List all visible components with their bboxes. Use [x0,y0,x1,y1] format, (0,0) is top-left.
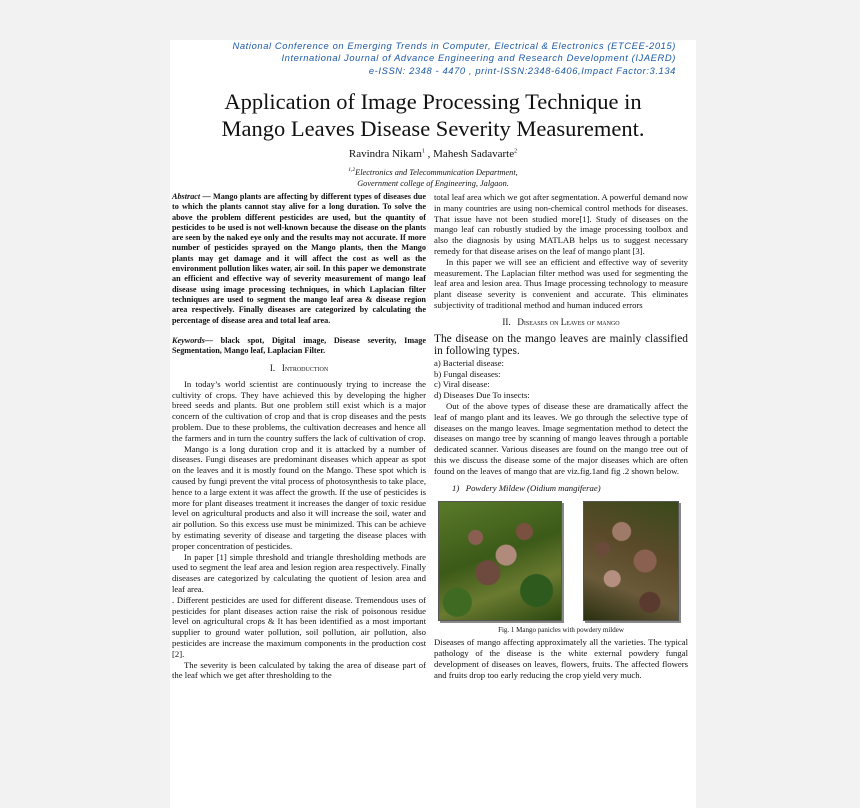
keywords [172,336,426,357]
section-2-title: Diseases on Leaves of mango [517,316,620,327]
subsection-title: Powdery Mildew (Oidium mangiferae) [465,482,601,493]
section-1-heading [172,363,426,374]
right-paragraph-2: In this paper we will see an efficient and effective way of severity measurement. The Laplacian filter method was used for segmenting the leaf area and lesion area. Thus Image processing technology to measure plant disease severity is convenient and accurate. This eliminates subjectivity of traditional method and human induced errors [434,256,688,310]
mango-panicle-photo-left [438,501,562,621]
header-line-issn: e-ISSN: 2348 - 4470 , print-ISSN:2348-6406,Impact Factor:3.134 [368,64,676,76]
right-paragraph-1: total leaf area which we got after segmentation. A powerful demand now in many countries are using non-chemical control methods for diseases. That issue have not been studied more[1]. Study of diseases on the mango leaf can robustly studied by the image processing toolbox and also the diagnosis by using MATLAB helps us to suggest necessary remedy for that disease arises on the leaf of mango plant [3]. [434,192,688,256]
title-line-2: Mango Leaves Disease Severity Measurement. [221,116,645,141]
affiliation-line-1: Electronics and Telecommunication Department, [355,167,518,177]
header-line-journal: International Journal of Advance Engineering and Research Development (IJAERD) [281,52,676,64]
section-1-title: Introduction [281,363,329,374]
affiliation-line-2: Government college of Engineering, Jalgaon. [357,178,509,188]
header-line-conference: National Conference on Emerging Trends in Computer, Electrical & Electronics (ETCEE-2015) [232,40,676,51]
list-item: d) Diseases Due To insects: [434,390,530,401]
list-item: c) Viral disease: [434,379,490,390]
list-item: a) Bacterial disease: [434,357,504,368]
author-2: Mahesh Sadavarte [433,148,515,160]
section-2-number: II. [502,316,511,327]
author-1: Ravindra Nikam [348,148,422,160]
left-column [172,192,426,681]
section-2-paragraph-2: Diseases of mango affecting approximately all the varieties. The typical pathology of the disease is the white external powdery fungal development of diseases on leaves, flowers, fruits. The affected flowers and fruits drop too early reducing the crop yield very much. [434,637,688,680]
intro-paragraph-4: . Different pesticides are used for different disease. Tremendous uses of pesticides for plant diseases action raise the risk of poisonous residue level on agricultural crops & It has been identified as a most important supplier to ground water pollution, soil pollution, air pollution, also pesticides are increase the maximum components in the production cost [2]. [172,594,426,659]
abstract-text: — Mango plants are affecting by different types of diseases due to which the plants cannot stay alive for a long duration. To solve the above the problem different pesticides are used, but the quantity of pesticides to be used is not well-known because the disease on the plants are seen by the naked eye only and the results may not accurate. If more number of pesticides sprayed on the Mango plants, then the Mango plants may get damage and it will affect the cost as well as the environment pollution likes water, air soil. In this paper we demonstrate an efficient and effective way of severity measurement of mango leaf disease using image processing techniques, in which Laplacian filter techniques are used to segment the mango leaf area & disease region area respectively. Finally diseases are categorized by calculating the percentage of disease area and total leaf area. [172,192,426,325]
abstract-label: Abstract [172,192,201,201]
intro-paragraph-3: In paper [1] simple threshold and triangle thresholding methods are used to segment the leaf area and lesion region area respectively. Finally diseases are categorized by calculating the quotient of lesion area and leaf area. [172,551,426,594]
title-line-1: Application of Image Processing Technique in [224,89,642,114]
author-1-sup: 1 [421,148,425,155]
keywords-label: Keywords [172,335,205,345]
disease-type-list [434,358,688,401]
affiliation-sup: 1,2 [348,167,356,173]
author-separator: , [424,148,434,160]
section-2-heading [434,317,688,328]
paper-page [170,40,696,808]
intro-paragraph-5: The severity is been calculated by taking the area of disease part of the leaf which we get after thresholding to the [172,659,426,681]
mango-panicle-photo-right [583,501,679,621]
journal-header [170,40,676,77]
figure-1 [434,501,688,637]
subsection-number: 1) [452,482,460,493]
right-column [434,192,688,681]
abstract [172,192,426,326]
intro-paragraph-2: Mango is a long duration crop and it is attacked by a number of diseases. Fungi diseases are predominant diseases which appear as spot on the leaves and it is mostly found on the Mango. These spot which is caused by fungi prevent the vital process of photosynthesis to take place, hence to a large extent it was affect the growth. If the use of pesticides is more for plant diseases treatment it increases the danger of toxic residue level on agricultural products and also it will increase the soil, water and air pollution. So this excess use must be minimized. This can be achieve by estimating severity of disease and targeting the disease places with proper concentration of pesticides. [172,443,426,551]
figure-1-caption: Fig. 1 Mango panicles with powdery mildew [498,626,624,635]
paper-title [170,88,696,142]
section-2-paragraph-1: Out of the above types of disease these are dramatically affect the leaf of mango plant and its leaves. We go through the selective type of diseases on the mango leaves. Image segmentation method to detect the diseases on mango tree by scanning of mango leaves through a portable dedicated scanner. Various diseases are found on the mango tree out of this we discuss the disease some of the major diseases which are often found on the leaves of mango that are viz.fig.1and fig .2 shown below. [434,400,688,476]
list-item: b) Fungal diseases: [434,368,501,379]
keywords-dash: — [204,335,213,345]
authors [170,148,696,160]
keywords-text: black spot, Digital image, Disease severity, Image Segmentation, Mango leaf, Laplacian Filter. [172,335,426,356]
intro-paragraph-1: In today’s world scientist are continuously trying to increase the cultivity of crops. They have achieved this by developing the higher breed seeds and plants. But one problem still exist which is a major concern of the cultivation of crop and that is crop diseases and the pests problem. Due to these problems, the cultivation decreases and hence all the farmers and in turn the country suffers the lack of cultivation of crop. [172,378,426,443]
section-1-number: I. [269,363,276,374]
author-2-sup: 2 [514,148,518,155]
affiliation [170,165,696,189]
subsection-heading [434,483,688,494]
section-2-intro: The disease on the mango leaves are mainly classified in following types. [434,332,688,358]
